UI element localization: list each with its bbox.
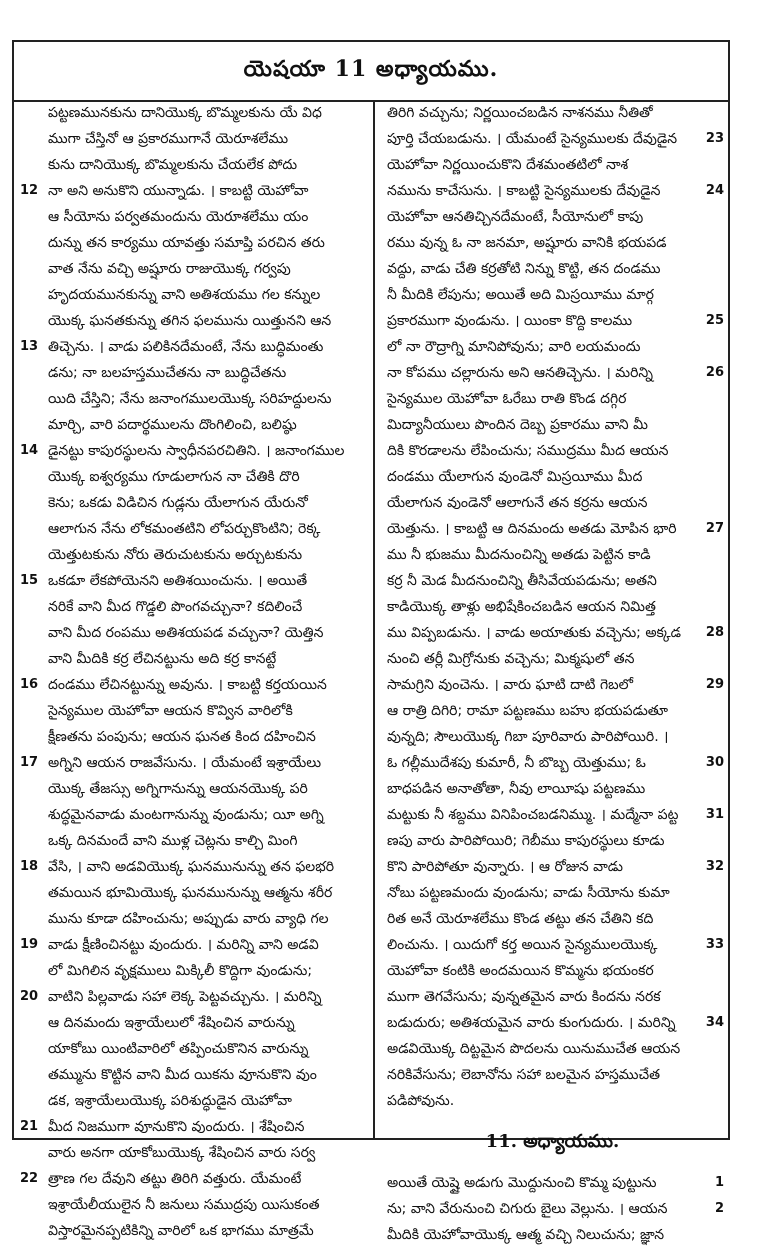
right-column <box>375 100 730 1243</box>
text-line <box>375 1036 730 1062</box>
line-text: వాని మీదికి కర్ర లేచినట్టును అది కర్ర కానట్టే <box>48 651 277 667</box>
line-text: దండము లేచినట్టున్ను అవును. । కాబట్టి కర్తయయిన <box>48 677 327 693</box>
line-text: కును దానియొక్క బొమ్మలకును చేయలేక పోదు <box>48 157 298 173</box>
text-line <box>14 1114 373 1140</box>
line-text: డను; నా బలహస్తముచేతను నా బుద్ధిచేతను <box>48 365 287 381</box>
text-line <box>375 516 730 542</box>
text-line <box>14 126 373 152</box>
line-text: యొక్క ఘనతకున్ను తగిన ఫలమును యిత్తునని ఆన <box>48 313 332 329</box>
text-line <box>14 438 373 464</box>
text-line <box>14 1010 373 1036</box>
text-line <box>375 204 730 230</box>
verse-number: 29 <box>705 677 724 692</box>
line-text: వద్దు, వాడు చేతి కర్రతోటి నిన్ను కొట్టి, తన దండము <box>387 261 661 277</box>
line-text: సైన్యముల యెహోవా ఓరేబు రాతి కొండ దగ్గిర <box>387 391 627 407</box>
text-line <box>375 256 730 282</box>
verse-number: 30 <box>705 755 724 770</box>
text-line <box>14 1062 373 1088</box>
text-line <box>14 412 373 438</box>
line-text: యేలాగున వుండెనో ఆలాగునే తన కర్రను ఆయన <box>387 495 648 511</box>
verse-number: 28 <box>705 625 724 640</box>
line-text: వాటిని పిల్లవాడు సహా లెక్క పెట్టవచ్చును. । మరిన్ని <box>48 989 322 1005</box>
line-text: లించును. । యిదుగో కర్త అయిన సైన్యములయొక్క <box>387 937 658 953</box>
line-text: నీ మీదికి లేపును; అయితే అది మిస్రయీము మార్గ <box>387 287 654 303</box>
chapter-heading: 11. అధ్యాయము. <box>485 1131 620 1152</box>
line-text: నా అని అనుకొని యున్నాడు. । కాబట్టి యెహోవా <box>48 183 309 199</box>
text-line <box>375 776 730 802</box>
line-text: యెహోవా కంటికి అందమయిన కొమ్మను భయంకర <box>387 963 654 979</box>
text-line <box>375 854 730 880</box>
line-text: సామగ్రిని వుంచెను. । వారు ఘాటి దాటి గెబలో <box>387 677 634 693</box>
line-text: శుద్ధమైనవాడు మంటగానున్ను వుండును; యీ అగ్ని <box>48 807 324 823</box>
verse-number: 25 <box>705 313 724 328</box>
line-text: తమ్మును కొట్టిన వాని మీద యికను వూనుకొని వుం <box>48 1067 317 1083</box>
right-column-chapter-text <box>375 1170 730 1248</box>
verse-number: 32 <box>705 859 724 874</box>
line-text: వున్నది; సౌలుయొక్క గిబా పూరివారు పారిపోయిరి. । <box>387 729 669 745</box>
line-text: వాడు క్షీణించినట్టు వుందురు. । మరిన్ని వాని అడవి <box>48 937 319 953</box>
text-line <box>14 568 373 594</box>
line-text: యెహోవా ఆనతిచ్చినదేమంటే, సీయోనులో కాపు <box>387 209 644 225</box>
text-line <box>14 334 373 360</box>
text-line <box>14 906 373 932</box>
line-text: త్రాణ గల దేవుని తట్టు తిరిగి వత్తురు. యేమంటే <box>48 1171 302 1187</box>
line-text: దున్ను తన కార్యము యావత్తు సమాప్తి పరచిన తరు <box>48 235 325 251</box>
line-text: మీదికి యెహోవాయొక్క ఆత్మ వచ్చి నిలుచును; జ్ఞాన <box>387 1227 665 1243</box>
line-text: సైన్యముల యెహోవా ఆయన కొవ్విన వారిలోకి <box>48 703 293 719</box>
line-text: మీద నిజముగా వూనుకొని వుందురు. । శేషించిన <box>48 1119 305 1135</box>
line-text: యెత్తును. । కాబట్టి ఆ దినమందు అతడు మోపిన భారి <box>387 521 677 537</box>
text-line <box>375 152 730 178</box>
text-line <box>375 490 730 516</box>
line-text: దండము యేలాగున వుండెనో మిస్రయీము మీద <box>387 469 643 485</box>
line-text: నరికే వాని మీద గొడ్డలి పొంగవచ్చునా? కదిలించే <box>48 599 303 615</box>
line-text: మిద్యానీయులు పొందిన దెబ్బ ప్రకారము వాని మీ <box>387 417 648 433</box>
text-line <box>14 932 373 958</box>
page-title: యెషయా 11 అధ్యాయము. <box>243 55 499 82</box>
text-line <box>14 698 373 724</box>
text-line <box>375 334 730 360</box>
text-line <box>14 672 373 698</box>
line-text: మట్టుకు నీ శబ్దము వినిపించబడనిమ్ము. । మద్మేనా పట్ట <box>387 807 679 823</box>
line-text: క్షీణతను పంపును; ఆయన ఘనత కింద దహించిన <box>48 729 316 745</box>
line-text: కాడియొక్క తాళ్లు అభిషేకించబడిన ఆయన నిమిత్త <box>387 599 656 615</box>
text-line <box>14 178 373 204</box>
verse-number: 27 <box>705 521 724 536</box>
line-text: ముగా చేస్తినో ఆ ప్రకారముగానే యెరూశలేము <box>48 131 289 147</box>
line-text: కర్ర నీ మెడ మీదనుంచిన్ని తీసివేయపడును; అతని <box>387 573 657 589</box>
line-text: అయితే యెష్షై అడుగు మొద్దునుంచి కొమ్మ పుట్టును <box>387 1175 657 1191</box>
text-line <box>375 386 730 412</box>
line-text: తిరిగి వచ్చును; నిర్ణయించబడిన నాశనము నీతితో <box>387 105 653 121</box>
left-column <box>14 100 373 1239</box>
line-text: ము నీ భుజము మీదనుంచిన్ని అతడు పెట్టిన కాడి <box>387 547 651 563</box>
text-line <box>375 178 730 204</box>
line-text: ప్రకారముగా వుండును. । యింకా కొద్ది కాలము <box>387 313 633 329</box>
line-text: ముగా తెగవేసును; వున్నతమైన వారు కిందను నరక <box>387 989 661 1005</box>
text-line <box>375 906 730 932</box>
line-text: నమును కాచేసును. । కాబట్టి సైన్యములకు దేవుడైన <box>387 183 661 199</box>
text-line <box>375 1062 730 1088</box>
line-text: బాధపడిన అనాతోతా, నీవు లాయీషు పట్టణము <box>387 781 646 797</box>
line-text: పడిపోవును. <box>387 1093 455 1109</box>
text-line <box>375 932 730 958</box>
text-line <box>14 204 373 230</box>
line-text: ఓ గల్లీముదేశపు కుమారీ, నీ బొబ్బ యెత్తుము; ఓ <box>387 755 646 771</box>
text-line <box>375 308 730 334</box>
line-text: నుంచి తర్లీ మిగ్రోనుకు వచ్చెను; మిక్మషులో తన <box>387 651 635 667</box>
text-line <box>375 724 730 750</box>
verse-number: 17 <box>20 755 39 770</box>
line-text: యిది చేస్తిని; నేను జనాంగములయొక్క సరిహద్దులను <box>48 391 332 407</box>
line-text: ఆ రాత్రి దిగిరి; రామా పట్టణము బహు భయపడుతూ <box>387 703 669 719</box>
line-text: రిత అనే యెరూశలేము కొండ తట్టు తన చేతిని కది <box>387 911 654 927</box>
text-line <box>375 646 730 672</box>
line-text: యొక్క ఐశ్వర్యము గూడులాగున నా చేతికి దొరి <box>48 469 300 485</box>
text-line <box>375 230 730 256</box>
text-line <box>14 1036 373 1062</box>
text-line <box>14 282 373 308</box>
verse-number: 19 <box>20 937 39 952</box>
line-text: ణపు వారు పారిపోయిరి; గెబీము కాపురస్థులు కూడు <box>387 833 665 849</box>
text-line <box>14 776 373 802</box>
verse-number: 15 <box>20 573 39 588</box>
text-line <box>14 880 373 906</box>
text-line <box>375 880 730 906</box>
line-text: తమయిన భూమియొక్క ఘనమునున్ను ఆత్మను శరీర <box>48 885 333 901</box>
verse-number: 22 <box>20 1171 39 1186</box>
page-header <box>14 42 728 102</box>
text-line <box>375 1088 730 1114</box>
text-line <box>14 386 373 412</box>
line-text: నరికివేసును; లెబానోను సహా బలమైన హస్తముచేత <box>387 1067 660 1083</box>
line-text: ఇశ్రాయేలీయులైన నీ జనులు సముద్రపు యిసుకంత <box>48 1197 320 1213</box>
line-text: అడవియొక్క దిట్టమైన పొదలను యినుముచేత ఆయన <box>387 1041 681 1057</box>
text-line <box>375 594 730 620</box>
line-text: ను; వాని వేరునుంచి చిగురు బైలు వెల్లును. । ఆయన <box>387 1201 668 1217</box>
verse-number: 31 <box>705 807 724 822</box>
text-line <box>375 984 730 1010</box>
text-line <box>14 854 373 880</box>
verse-number: 26 <box>705 365 724 380</box>
line-text: విస్తారమైనప్పటికిన్ని వారిలో ఒక భాగము మాత్రమే <box>48 1223 314 1239</box>
text-line <box>14 152 373 178</box>
text-line <box>14 646 373 672</box>
line-text: హృదయమునకున్ను వాని అతిశయము గల కన్నుల <box>48 287 321 303</box>
text-line <box>14 984 373 1010</box>
text-line <box>375 620 730 646</box>
line-text: యాకోబు యింటివారిలో తప్పించుకొనిన వారున్ను <box>48 1041 309 1057</box>
line-text: కెను; ఒకడు విడిచిన గుడ్లను యేలాగున యేరునో <box>48 495 308 511</box>
line-text: డక, ఇశ్రాయేలుయొక్క పరిశుద్ధుడైన యెహోవా <box>48 1093 292 1109</box>
text-line <box>375 568 730 594</box>
line-text: వాని మీద రంపము అతిశయపడ వచ్చునా? యెత్తిన <box>48 625 324 641</box>
line-text: డైనట్టు కాపురస్థులను స్వాధీనపరచితిని. । జనాంగముల <box>48 443 345 459</box>
line-text: నా కోపము చల్లారును అని ఆనతిచ్చెను. । మరిన్ని <box>387 365 653 381</box>
text-line <box>375 542 730 568</box>
text-line <box>14 750 373 776</box>
text-line <box>375 282 730 308</box>
verse-number: 21 <box>20 1119 39 1134</box>
text-line <box>375 1010 730 1036</box>
text-line <box>14 1166 373 1192</box>
text-line <box>375 828 730 854</box>
line-text: యెహోవా నిర్ణయించుకొని దేశమంతటిలో నాశ <box>387 157 629 173</box>
line-text: పూర్తి చేయబడును. । యేమంటే సైన్యములకు దేవుడైన <box>387 131 678 147</box>
text-line <box>375 750 730 776</box>
verse-number: 12 <box>20 183 39 198</box>
text-line <box>14 490 373 516</box>
text-line <box>14 256 373 282</box>
text-line <box>14 230 373 256</box>
text-line <box>375 464 730 490</box>
verse-number: 33 <box>705 937 724 952</box>
text-line <box>14 724 373 750</box>
verse-number: 14 <box>20 443 39 458</box>
text-line <box>14 100 373 126</box>
verse-number: 24 <box>705 183 724 198</box>
page-frame <box>12 40 730 1243</box>
line-text: బడుదురు; అతిశయమైన వారు కుంగుదురు. । మరిన్ని <box>387 1015 676 1031</box>
line-text: కొని పారిపోతూ వున్నారు. । ఆ రోజున వాడు <box>387 859 623 875</box>
line-text: మును కూడా దహించును; అప్పుడు వారు వ్యాధి గల <box>48 911 329 927</box>
text-line <box>14 516 373 542</box>
line-text: రము వున్న ఓ నా జనమా, అష్షూరు వానికి భయపడ <box>387 235 667 251</box>
verse-number: 18 <box>20 859 39 874</box>
text-line <box>14 828 373 854</box>
text-line <box>375 1170 730 1196</box>
text-line <box>14 958 373 984</box>
text-line <box>375 802 730 828</box>
verse-number: 34 <box>705 1015 724 1030</box>
line-text: యెత్తుటకును నోరు తెరుచుటకును అర్చుటకును <box>48 547 303 563</box>
line-text: వారు అనగా యాకోబుయొక్క శేషించిన వారు సర్వ <box>48 1145 316 1161</box>
text-line <box>375 360 730 386</box>
line-text: తిచ్చెను. । వాడు పలికినదేమంటే, నేను బుద్ధిమంతు <box>48 339 324 355</box>
text-line <box>375 672 730 698</box>
line-text: ఒకడూ లేకపోయెనని అతిశయించును. । అయితే <box>48 573 308 589</box>
text-line <box>375 698 730 724</box>
right-column-text <box>375 100 730 1114</box>
line-text: మార్చి, వారి పదార్థములను దొంగిలించి, బలిష్ఠు <box>48 417 297 433</box>
line-text: లో నా రౌద్రాగ్ని మానిపోవును; వారి లయమందు <box>387 339 641 355</box>
text-line <box>375 126 730 152</box>
verse-number: 20 <box>20 989 39 1004</box>
text-line <box>14 542 373 568</box>
text-line <box>14 1088 373 1114</box>
text-line <box>14 308 373 334</box>
line-text: ఒక్క దినమందే వాని ముళ్ల చెట్లను కాల్చి మింగి <box>48 833 298 849</box>
line-text: నోబు పట్టణమందు వుండును; వాడు సీయోను కుమా <box>387 885 670 901</box>
text-line <box>14 1192 373 1218</box>
text-line <box>375 100 730 126</box>
text-line <box>14 1140 373 1166</box>
text-line <box>375 958 730 984</box>
line-text: అగ్నిని ఆయన రాజవేసును. । యేమంటే ఇశ్రాయేలు <box>48 755 322 771</box>
verse-number: 23 <box>705 131 724 146</box>
text-line <box>375 438 730 464</box>
verse-number: 16 <box>20 677 39 692</box>
line-text: వాత నేను వచ్చి అష్షూరు రాజుయొక్క గర్వపు <box>48 261 291 277</box>
text-line <box>375 1196 730 1222</box>
line-text: ఆ సీయోను పర్వతమందును యెరూశలేము యం <box>48 209 309 225</box>
verse-number: 1 <box>714 1175 724 1190</box>
verse-number: 13 <box>20 339 39 354</box>
text-line <box>14 464 373 490</box>
line-text: ఆలాగున నేను లోకమంతటిని లోపర్చుకొంటిని; రెక్క <box>48 521 321 537</box>
line-text: లో మిగిలిన వృక్షములు మిక్కిలీ కొద్దిగా వుండును; <box>48 963 313 979</box>
text-line <box>375 1222 730 1248</box>
text-line <box>14 802 373 828</box>
line-text: వేసి, । వాని అడవియొక్క ఘనమునున్ను తన ఫలభరి <box>48 859 335 875</box>
text-line <box>14 620 373 646</box>
text-line <box>14 360 373 386</box>
line-text: దికి కొరడాలను లేపించును; సముద్రము మీద ఆయన <box>387 443 669 459</box>
text-line <box>375 412 730 438</box>
line-text: పట్టణమునకును దానియొక్క బొమ్మలకును యే విధ <box>48 105 322 121</box>
line-text: ఆ దినమందు ఇశ్రాయేలులో శేషించిన వారున్ను <box>48 1015 295 1031</box>
line-text: ము విప్పబడును. । వాడు అయాతుకు వచ్చెను; అక్కడ <box>387 625 681 641</box>
line-text: యొక్క తేజస్సు అగ్నిగానున్ను ఆయనయొక్క పరి <box>48 781 308 797</box>
text-line <box>14 594 373 620</box>
text-line <box>14 1218 373 1244</box>
verse-number: 2 <box>714 1201 724 1216</box>
